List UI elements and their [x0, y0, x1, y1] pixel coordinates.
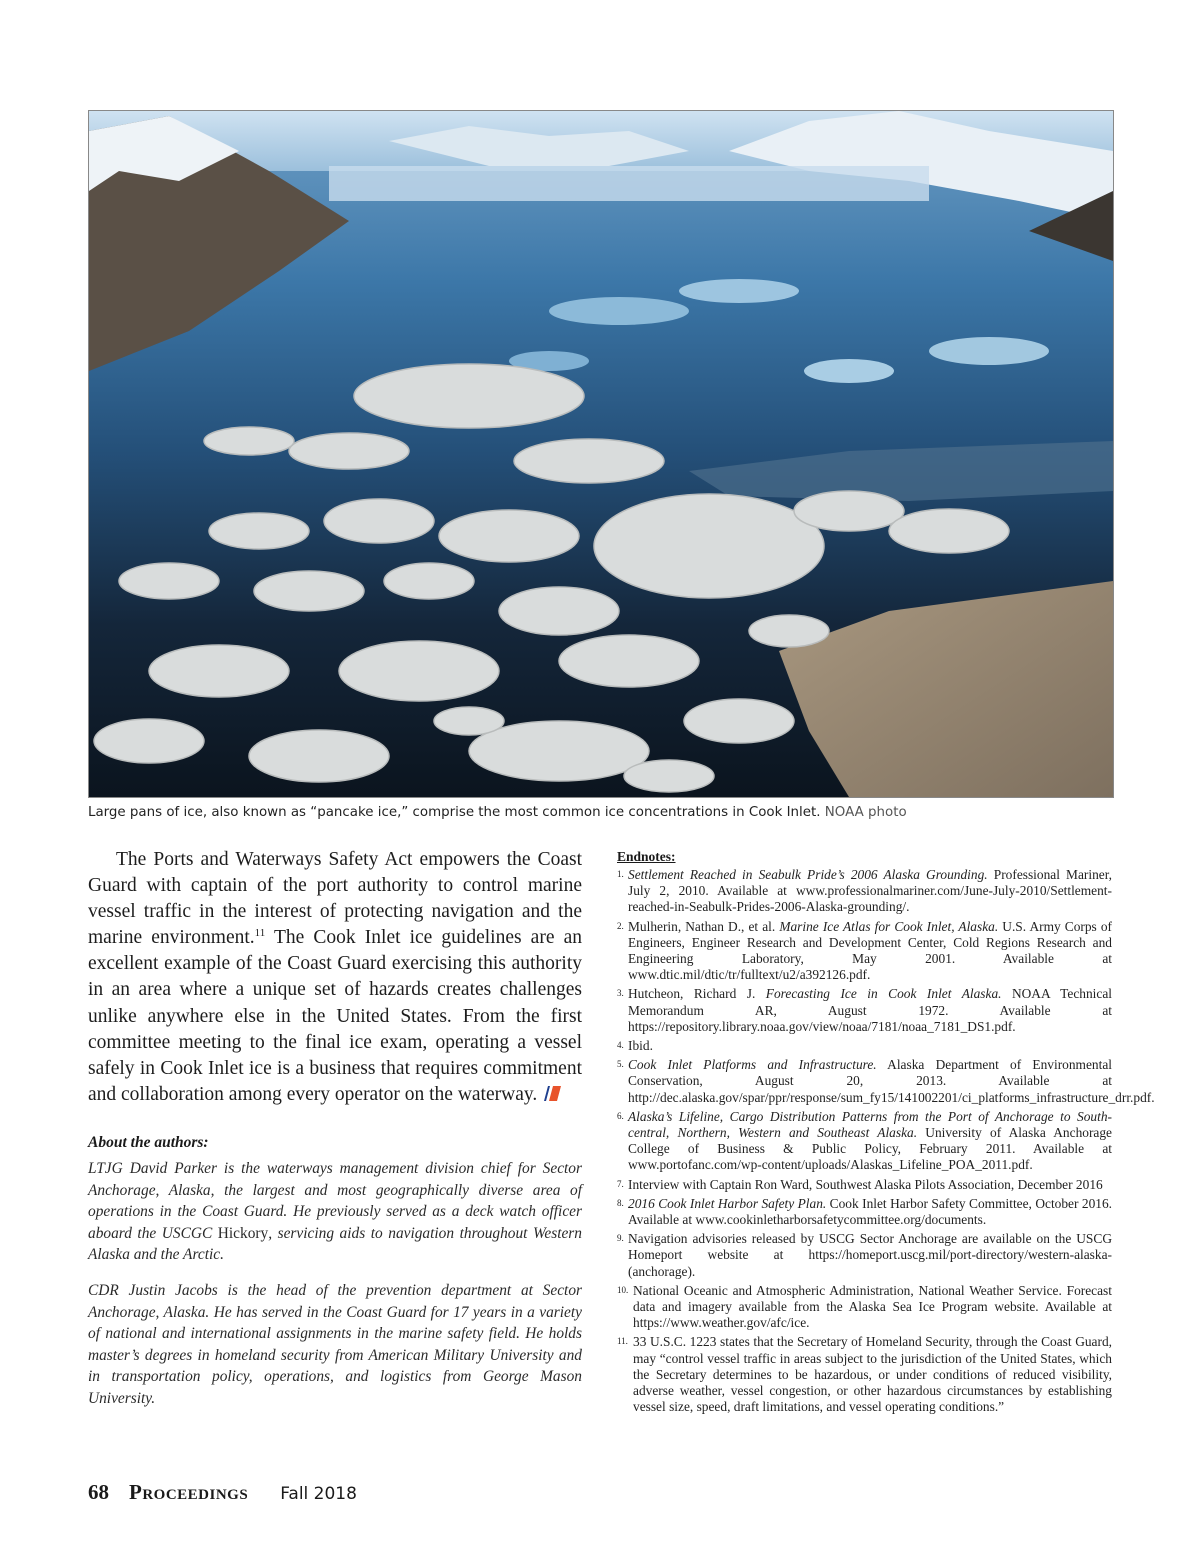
author-bio-parker: [88, 1158, 582, 1266]
ice-scene-illustration: [89, 111, 1113, 797]
endnotes-heading: Endnotes:: [617, 849, 676, 864]
endnote-number: 9.: [617, 1233, 624, 1244]
endnote-text: Professional Mariner, July 2, 2010. Available at www.professionalmariner.com/June-July-2010/Settlement-reached-in-Seabulk-Prides-2006-Alaska-grounding/.: [628, 867, 1112, 915]
endnote-number: 4.: [617, 1040, 624, 1051]
endnote-text: Interview with Captain Ron Ward, Southwest Alaska Pilots Association, December 2016: [628, 1176, 1103, 1192]
endnote-number: 2.: [617, 920, 624, 931]
endnote-text: Ibid.: [628, 1038, 653, 1054]
endnote-title: Alaska’s Lifeline, Cargo Distribution Patterns from the Port of Anchorage to South-central, Northern, Western and Southeast Alaska.: [628, 1108, 1112, 1141]
endnote-item: [617, 919, 1112, 984]
issue-date: Fall 2018: [280, 1484, 357, 1504]
endnote-text: National Oceanic and Atmospheric Administration, National Weather Service. Forecast data and imagery available from the Alaska Sea Ice Program website. Available at https://www.weather.gov/afc/ice.: [633, 1282, 1112, 1331]
endnote-item: [617, 986, 1112, 1035]
bio-parker-text-a: LTJG David Parker is the waterways management division chief for Sector Anchorage, Alaska, the largest and most geographically diverse area of operations in the Coast Guard. He previously served as a deck watch officer aboard the USCGC: [88, 1159, 582, 1242]
endnote-number: 5.: [617, 1059, 624, 1070]
endnote-item: [617, 1334, 1112, 1415]
endnote-number: 3.: [617, 988, 624, 999]
endnote-item: [617, 1038, 1112, 1054]
body-text-part2: The Cook Inlet ice guidelines are an excellent example of the Coast Guard exercising this authority in an area where a unique set of hazards creates challenges unlike anywhere else in the United States. From the first committee meeting to the final ice exam, operating a vessel safely in Cook Inlet ice is a business that requires commitment and collaboration among every operator on the waterway.: [88, 927, 582, 1105]
endnote-item: [617, 1283, 1112, 1332]
endnote-text: Cook Inlet Harbor Safety Committee, October 2016. Available at www.cookinletharborsafetycommittee.org/documents.: [628, 1195, 1113, 1228]
photo-credit: NOAA photo: [824, 805, 907, 820]
endnotes-column: [617, 849, 1155, 1419]
about-authors-heading: About the authors:: [88, 1133, 209, 1151]
endnote-number: 11.: [617, 1336, 628, 1347]
endnote-item: [617, 867, 1112, 916]
endnote-text: NOAA Technical Memorandum AR, August 1972. Available at https://repository.library.noaa.gov/view/noaa/7181/noaa_7181_DS1.pdf.: [628, 986, 1112, 1034]
body-text-part1: The Ports and Waterways Safety Act empowers the Coast Guard with captain of the port authority to control marine vessel traffic in the interest of protecting navigation and the marine environment.: [88, 849, 582, 949]
endnote-number: 6.: [617, 1110, 624, 1121]
author-bio-jacobs: CDR Justin Jacobs is the head of the prevention department at Sector Anchorage, Alaska. He has served in the Coast Guard for 17 years in a variety of national and international assignments in the marine safety field. He holds master’s degrees in homeland security from American Military University and in transportation policy, operations, and logistics from George Mason University.: [88, 1281, 582, 1407]
page-number: 68: [88, 1480, 109, 1504]
endnote-number: 10.: [617, 1284, 629, 1295]
endnote-item: [617, 1109, 1112, 1174]
endnote-author: Hutcheon, Richard J.: [628, 986, 766, 1002]
endnote-text: Navigation advisories released by USCG Sector Anchorage are available on the USCG Homeport website at https://homeport.uscg.mil/port-directory/western-alaska-(anchorage).: [628, 1231, 1112, 1279]
ship-name: Hickory: [217, 1224, 269, 1242]
endnote-title: Marine Ice Atlas for Cook Inlet, Alaska.: [779, 918, 999, 934]
endnote-number: 8.: [617, 1197, 624, 1208]
end-of-article-mark-icon: [541, 1086, 561, 1101]
endnote-title: 2016 Cook Inlet Harbor Safety Plan.: [628, 1195, 827, 1211]
bio-parker-text-b: , servicing aids to navigation throughout Western Alaska and the Arctic.: [88, 1224, 582, 1264]
article-column: [88, 847, 582, 1423]
endnote-author: Mulherin, Nathan D., et al.: [628, 918, 780, 934]
pancake-ice-photo: [88, 110, 1114, 798]
caption-text: Large pans of ice, also known as “pancake ice,” comprise the most common ice concentrations in Cook Inlet.: [88, 805, 821, 820]
endnote-item: [617, 1231, 1112, 1280]
magazine-title: Proceedings: [129, 1480, 249, 1504]
endnote-number: 1.: [617, 869, 624, 879]
endnotes-list: [617, 867, 1155, 1416]
endnote-item: [617, 1177, 1112, 1193]
endnote-text: University of Alaska Anchorage College of Business & Public Policy, February 2011. Available at www.portofanc.com/wp-content/uploads/Alaskas_Lifeline_POA_2011.pdf.: [628, 1125, 1112, 1173]
endnote-text: Alaska Department of Environmental Conservation, August 20, 2013. Available at http://dec.alaska.gov/spar/ppr/response/sum_fy15/141002201/ci_platforms_infrastructure_drr.pdf.: [628, 1057, 1155, 1105]
endnote-item: [617, 1196, 1112, 1228]
endnote-title: Settlement Reached in Seabulk Pride’s 2006 Alaska Grounding.: [628, 867, 988, 882]
endnote-text: U.S. Army Corps of Engineers, Engineer Research and Development Center, Cold Regions Research and Engineering Laboratory, May 2001. Available at www.dtic.mil/dtic/tr/fulltext/u2/a392126.pdf.: [628, 918, 1112, 983]
endnote-ref[interactable]: 11: [254, 927, 266, 940]
endnote-title: Cook Inlet Platforms and Infrastructure.: [628, 1057, 877, 1073]
article-paragraph: [88, 847, 582, 1108]
endnote-text: 33 U.S.C. 1223 states that the Secretary of Homeland Security, through the Coast Guard, may “control vessel traffic in areas subject to the jurisdiction of the United States, which the Secretary determines to be hazardous, or under conditions of reduced visibility, adverse weather, vessel congestion, or other hazardous circumstances by establishing vessel size, speed, draft limitations, and vessel operating conditions.”: [633, 1334, 1112, 1415]
photo-caption: [88, 805, 1112, 820]
endnote-title: Forecasting Ice in Cook Inlet Alaska.: [765, 986, 1002, 1002]
endnote-number: 7.: [617, 1178, 624, 1189]
page-footer: [88, 1480, 357, 1510]
endnote-item: [617, 1057, 1155, 1106]
